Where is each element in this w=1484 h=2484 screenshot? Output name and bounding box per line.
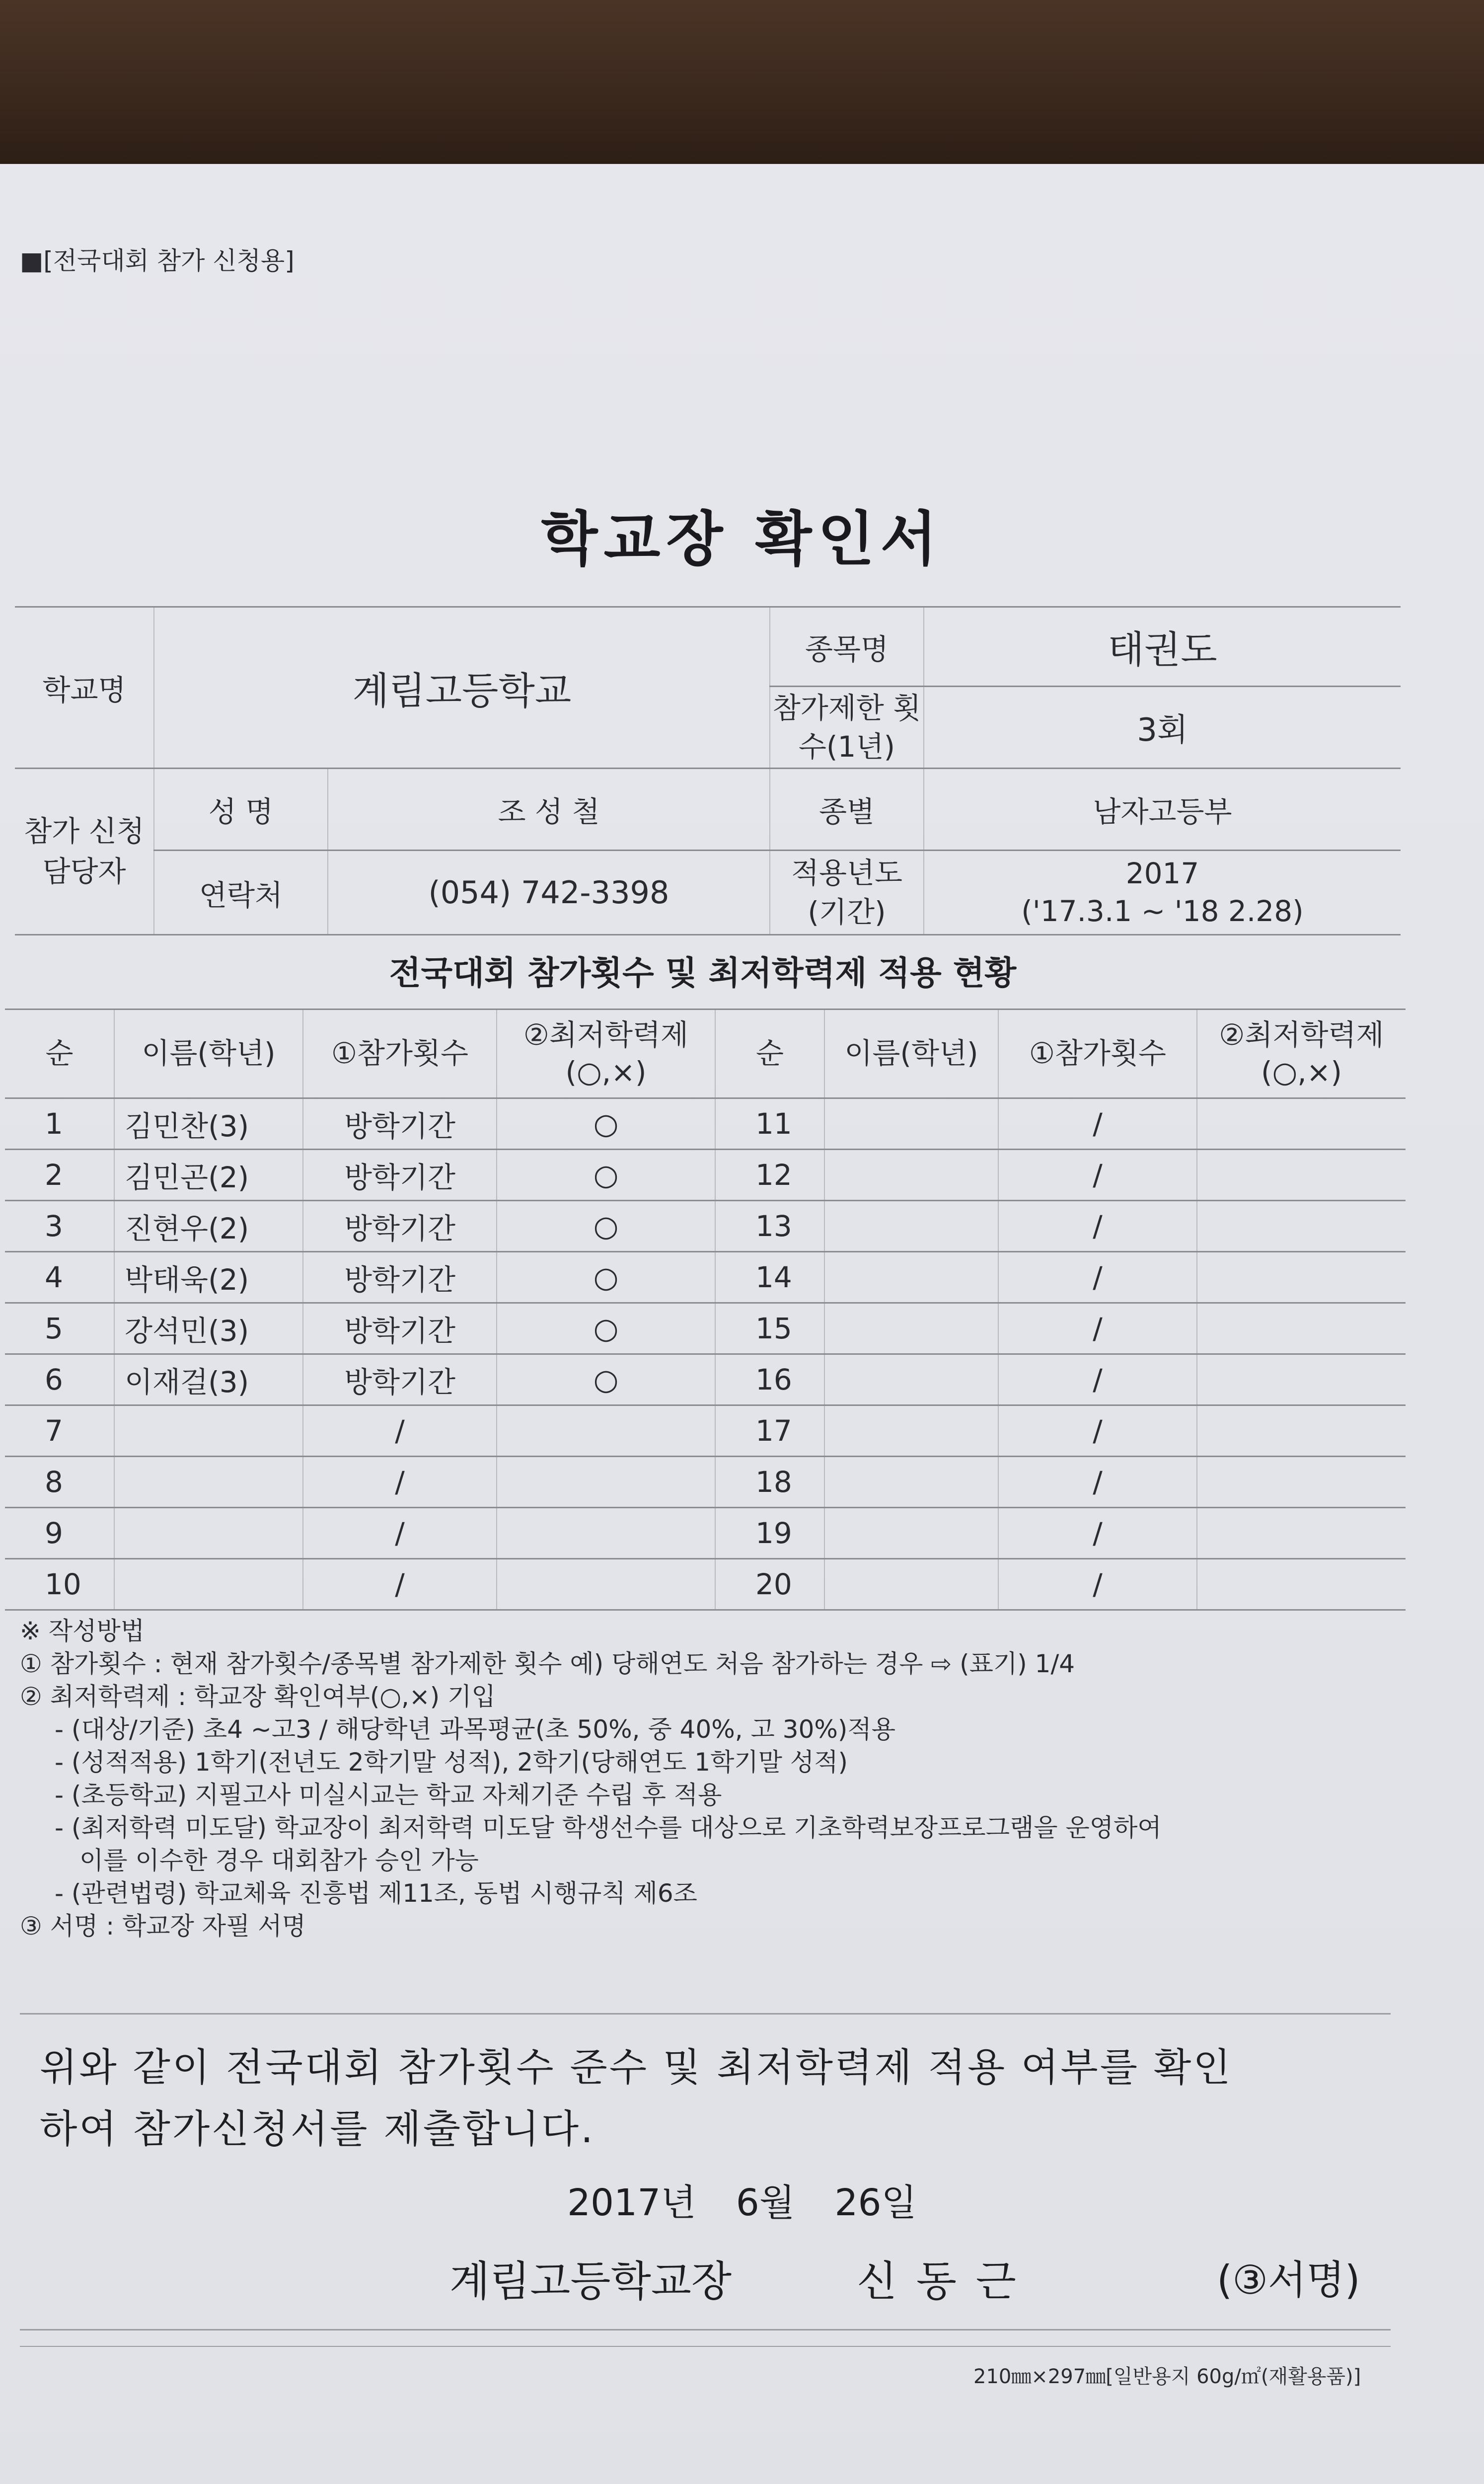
paper-spec: 210㎜×297㎜[일반용지 60g/㎡(재활용품)] [973, 2365, 1361, 2388]
note-2d: - (최저학력 미도달) 학교장이 최저학력 미도달 학생선수를 대상으로 기초학력보장프로그램을 운영하여 [55, 1813, 1162, 1842]
table-row: 4 박태욱(2) 방학기간 ○ 14 / [5, 1252, 1406, 1303]
notes-heading: ※ 작성방법 [20, 1617, 145, 1645]
document-tag: ■[전국대회 참가 신청용] [20, 246, 295, 275]
header-min-level: ②최저학력제 (○,×) [497, 1009, 715, 1098]
issue-date [0, 2174, 1484, 2226]
roster-table [5, 1009, 1406, 1611]
status-title: 전국대회 참가횟수 및 최저학력제 적용 현황 [389, 954, 1017, 992]
signer-name: 신 동 근 [857, 2257, 1019, 2306]
divider [20, 2329, 1391, 2330]
table-row: 7 / 17 / [5, 1405, 1406, 1457]
divider [20, 2013, 1391, 2015]
desk-surface-top [0, 0, 1484, 164]
declaration [40, 2037, 1401, 2160]
limit-label: 참가제한 횟수(1년) [770, 687, 924, 769]
table-row: 8 / 18 / [5, 1457, 1406, 1508]
name-value: 조 성 철 [328, 769, 770, 851]
header-count-2: ①참가횟수 [998, 1009, 1197, 1098]
header-count: ①참가횟수 [303, 1009, 497, 1098]
page-title: 학교장 확인서 [541, 505, 943, 573]
sport-label: 종목명 [770, 607, 924, 687]
signature-label: (③서명) [1217, 2257, 1360, 2303]
header-no: 순 [5, 1009, 114, 1098]
table-row: 9 / 19 / [5, 1508, 1406, 1559]
header-name: 이름(학년) [114, 1009, 303, 1098]
note-2d-cont: 이를 이수한 경우 대회참가 승인 가능 [79, 1846, 479, 1875]
note-1: ① 참가횟수 : 현재 참가횟수/종목별 참가제한 횟수 예) 당해연도 처음 참가하는 경우 ⇨ (표기) 1/4 [20, 1649, 1075, 1678]
year-cell [924, 851, 1401, 935]
divider [20, 2346, 1391, 2347]
note-3: ③ 서명 : 학교장 자필 서명 [20, 1912, 306, 1941]
header-no-2: 순 [715, 1009, 824, 1098]
instructions [20, 1615, 1410, 1942]
note-2e: - (관련법령) 학교체육 진흥법 제11조, 동법 시행규칙 제6조 [55, 1879, 697, 1908]
limit-value: 3회 [924, 687, 1401, 769]
contact-label: 연락처 [154, 851, 328, 935]
header-name-2: 이름(학년) [824, 1009, 998, 1098]
name-label: 성 명 [154, 769, 328, 851]
table-row: 1 김민찬(3) 방학기간 ○ 11 / [5, 1098, 1406, 1150]
table-row: 2 김민곤(2) 방학기간 ○ 12 / [5, 1150, 1406, 1201]
category-label: 종별 [770, 769, 924, 851]
category-value: 남자고등부 [924, 769, 1401, 851]
date-year: 2017년 [567, 2181, 696, 2224]
date-day: 26일 [834, 2181, 917, 2224]
note-2a: - (대상/기준) 초4 ~고3 / 해당학년 과목평균(초 50%, 중 40%, 고 30%)적용 [55, 1715, 895, 1744]
note-2c: - (초등학교) 지필고사 미실시교는 학교 자체기준 수립 후 적용 [55, 1781, 722, 1809]
signer-school: 계림고등학교장 [449, 2257, 732, 2306]
sport-value: 태권도 [924, 607, 1401, 687]
info-table [15, 606, 1401, 935]
manager-label: 참가 신청 담당자 [15, 769, 154, 935]
year-period: ('17.3.1 ~ '18 2.28) [1021, 894, 1304, 928]
note-2: ② 최저학력제 : 학교장 확인여부(○,×) 기입 [20, 1682, 496, 1711]
date-month: 6월 [736, 2181, 795, 2224]
table-row: 3 진현우(2) 방학기간 ○ 13 / [5, 1201, 1406, 1252]
table-row: 10 / 20 / [5, 1559, 1406, 1610]
header-min-level-2: ②최저학력제 (○,×) [1197, 1009, 1406, 1098]
table-row: 6 이재걸(3) 방학기간 ○ 16 / [5, 1354, 1406, 1405]
year-label: 적용년도 (기간) [770, 851, 924, 935]
school-label: 학교명 [15, 607, 154, 769]
note-2b: - (성적적용) 1학기(전년도 2학기말 성적), 2학기(당해연도 1학기말 성적) [55, 1748, 848, 1777]
declaration-line-1: 위와 같이 전국대회 참가횟수 준수 및 최저학력제 적용 여부를 확인 [40, 2045, 1233, 2090]
declaration-line-2: 하여 참가신청서를 제출합니다. [40, 2107, 595, 2152]
school-name: 계림고등학교 [154, 607, 770, 769]
year-value: 2017 [1125, 856, 1199, 891]
contact-value: (054) 742-3398 [328, 851, 770, 935]
table-row: 5 강석민(3) 방학기간 ○ 15 / [5, 1303, 1406, 1354]
